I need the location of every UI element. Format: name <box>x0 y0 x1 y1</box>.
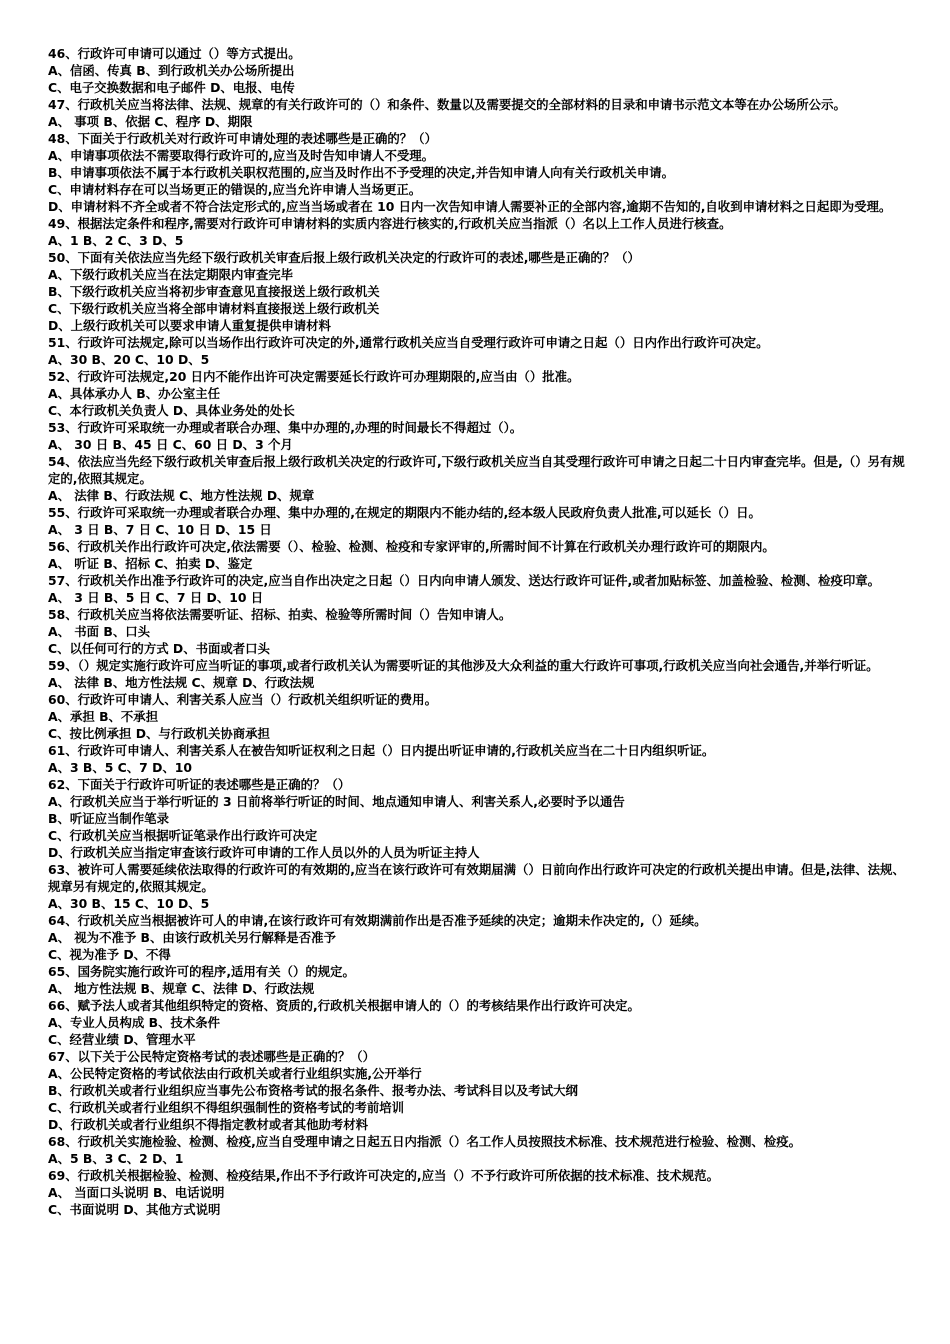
option-50-d: D、上级行政机关可以要求申请人重复提供申请材料 <box>48 318 331 333</box>
options-65: A、 地方性法规 B、规章 C、法律 D、行政法规 <box>48 981 315 996</box>
options-60-c-d: C、按比例承担 D、与行政机关协商承担 <box>48 726 270 741</box>
options-47: A、 事项 B、依据 C、程序 D、期限 <box>48 114 253 129</box>
question-65: 65、国务院实施行政许可的程序,适用有关（）的规定。 <box>48 964 355 979</box>
option-48-a: A、申请事项依法不需要取得行政许可的,应当及时告知申请人不受理。 <box>48 148 435 163</box>
option-67-b: B、行政机关或者行业组织应当事先公布资格考试的报名条件、报考办法、考试科目以及考试大纲 <box>48 1083 578 1098</box>
question-54: 54、依法应当先经下级行政机关审查后报上级行政机关决定的行政许可,下级行政机关应当自其受理行政许可申请之日起二十日内审查完毕。但是,（）另有规定的,依照其规定。 <box>48 454 905 486</box>
option-67-a: A、公民特定资格的考试依法由行政机关或者行业组织实施,公开举行 <box>48 1066 422 1081</box>
options-68: A、5 B、3 C、2 D、1 <box>48 1151 184 1166</box>
options-46-a-b: A、信函、传真 B、到行政机关办公场所提出 <box>48 63 295 78</box>
question-63: 63、被许可人需要延续依法取得的行政许可的有效期的,应当在该行政许可有效期届满（）日前向作出行政许可决定的行政机关提出申请。但是,法律、法规、规章另有规定的,依照其规定。 <box>48 862 905 894</box>
options-63: A、30 B、15 C、10 D、5 <box>48 896 210 911</box>
question-51: 51、行政许可法规定,除可以当场作出行政许可决定的外,通常行政机关应当自受理行政许可申请之日起（）日内作出行政许可决定。 <box>48 335 769 350</box>
question-60: 60、行政许可申请人、利害关系人应当（）行政机关组织听证的费用。 <box>48 692 437 707</box>
question-61: 61、行政许可申请人、利害关系人在被告知听证权利之日起（）日内提出听证申请的,行政机关应当在二十日内组织听证。 <box>48 743 715 758</box>
options-51: A、30 B、20 C、10 D、5 <box>48 352 210 367</box>
option-62-a: A、行政机关应当于举行听证的 3 日前将举行听证的时间、地点通知申请人、利害关系人,必要时予以通告 <box>48 794 625 809</box>
question-47: 47、行政机关应当将法律、法规、规章的有关行政许可的（）和条件、数量以及需要提交的全部材料的目录和申请书示范文本等在办公场所公示。 <box>48 97 846 112</box>
option-48-d: D、申请材料不齐全或者不符合法定形式的,应当当场或者在 10 日内一次告知申请人需要补正的全部内容,逾期不告知的,自收到申请材料之日起即为受理。 <box>48 199 892 214</box>
options-52-c-d: C、本行政机关负责人 D、具体业务处的处长 <box>48 403 295 418</box>
question-46: 46、行政许可申请可以通过（）等方式提出。 <box>48 46 301 61</box>
options-46-c-d: C、电子交换数据和电子邮件 D、电报、电传 <box>48 80 295 95</box>
question-53: 53、行政许可采取统一办理或者联合办理、集中办理的,办理的时间最长不得超过（）。 <box>48 420 523 435</box>
question-59: 59、（）规定实施行政许可应当听证的事项,或者行政机关认为需要听证的其他涉及大众利益的重大行政许可事项,行政机关应当向社会通告,并举行听证。 <box>48 658 879 673</box>
question-69: 69、行政机关根据检验、检测、检疫结果,作出不予行政许可决定的,应当（）不予行政许可所依据的技术标准、技术规范。 <box>48 1168 719 1183</box>
options-69-a-b: A、 当面口头说明 B、电话说明 <box>48 1185 225 1200</box>
option-67-c: C、行政机关或者行业组织不得组织强制性的资格考试的考前培训 <box>48 1100 405 1115</box>
question-56: 56、行政机关作出行政许可决定,依法需要（）、检验、检测、检疫和专家评审的,所需时间不计算在行政机关办理行政许可的期限内。 <box>48 539 775 554</box>
question-66: 66、赋予法人或者其他组织特定的资格、资质的,行政机关根据申请人的（）的考核结果作出行政许可决定。 <box>48 998 640 1013</box>
option-62-d: D、行政机关应当指定审查该行政许可申请的工作人员以外的人员为听证主持人 <box>48 845 480 860</box>
options-58-a-b: A、 书面 B、口头 <box>48 624 151 639</box>
options-61: A、3 B、5 C、7 D、10 <box>48 760 193 775</box>
option-50-b: B、下级行政机关应当将初步审查意见直接报送上级行政机关 <box>48 284 380 299</box>
question-58: 58、行政机关应当将依法需要听证、招标、拍卖、检验等所需时间（）告知申请人。 <box>48 607 512 622</box>
options-55: A、 3 日 B、7 日 C、10 日 D、15 日 <box>48 522 272 537</box>
options-66-c-d: C、经营业绩 D、管理水平 <box>48 1032 196 1047</box>
question-68: 68、行政机关实施检验、检测、检疫,应当自受理申请之日起五日内指派（）名工作人员按照技术标准、技术规范进行检验、检测、检疫。 <box>48 1134 801 1149</box>
options-69-c-d: C、书面说明 D、其他方式说明 <box>48 1202 221 1217</box>
options-53: A、 30 日 B、45 日 C、60 日 D、3 个月 <box>48 437 293 452</box>
question-62: 62、下面关于行政许可听证的表述哪些是正确的？（） <box>48 777 351 792</box>
question-50: 50、下面有关依法应当先经下级行政机关审查后报上级行政机关决定的行政许可的表述,哪些是正确的？（） <box>48 250 640 265</box>
options-60-a-b: A、承担 B、不承担 <box>48 709 159 724</box>
option-50-c: C、下级行政机关应当将全部申请材料直接报送上级行政机关 <box>48 301 380 316</box>
option-67-d: D、行政机关或者行业组织不得指定教材或者其他助考材料 <box>48 1117 369 1132</box>
options-64-a-b: A、 视为不准予 B、由该行政机关另行解释是否准予 <box>48 930 336 945</box>
options-56: A、 听证 B、招标 C、拍卖 D、鉴定 <box>48 556 253 571</box>
options-49: A、1 B、2 C、3 D、5 <box>48 233 184 248</box>
question-57: 57、行政机关作出准予行政许可的决定,应当自作出决定之日起（）日内向申请人颁发、送达行政许可证件,或者加贴标签、加盖检验、检测、检疫印章。 <box>48 573 881 588</box>
options-59: A、 法律 B、地方性法规 C、规章 D、行政法规 <box>48 675 315 690</box>
question-52: 52、行政许可法规定,20 日内不能作出许可决定需要延长行政许可办理期限的,应当由（）批准。 <box>48 369 580 384</box>
question-64: 64、行政机关应当根据被许可人的申请,在该行政许可有效期满前作出是否准予延续的决定；逾期未作决定的,（）延续。 <box>48 913 707 928</box>
option-48-b: B、申请事项依法不属于本行政机关职权范围的,应当及时作出不予受理的决定,并告知申请人向有关行政机关申请。 <box>48 165 674 180</box>
question-67: 67、以下关于公民特定资格考试的表述哪些是正确的？（） <box>48 1049 376 1064</box>
options-58-c-d: C、以任何可行的方式 D、书面或者口头 <box>48 641 270 656</box>
option-50-a: A、下级行政机关应当在法定期限内审查完毕 <box>48 267 294 282</box>
options-52-a-b: A、具体承办人 B、办公室主任 <box>48 386 221 401</box>
question-48: 48、下面关于行政机关对行政许可申请处理的表述哪些是正确的？（） <box>48 131 437 146</box>
option-62-b: B、听证应当制作笔录 <box>48 811 169 826</box>
document-page <box>48 45 910 1218</box>
options-54: A、 法律 B、行政法规 C、地方性法规 D、规章 <box>48 488 315 503</box>
option-62-c: C、行政机关应当根据听证笔录作出行政许可决定 <box>48 828 318 843</box>
options-57: A、 3 日 B、5 日 C、7 日 D、10 日 <box>48 590 264 605</box>
option-48-c: C、申请材料存在可以当场更正的错误的,应当允许申请人当场更正。 <box>48 182 422 197</box>
options-64-c-d: C、视为准予 D、不得 <box>48 947 171 962</box>
question-49: 49、根据法定条件和程序,需要对行政许可申请材料的实质内容进行核实的,行政机关应当指派（）名以上工作人员进行核查。 <box>48 216 732 231</box>
options-66-a-b: A、专业人员构成 B、技术条件 <box>48 1015 221 1030</box>
question-55: 55、行政许可采取统一办理或者联合办理、集中办理的,在规定的期限内不能办结的,经本级人民政府负责人批准,可以延长（）日。 <box>48 505 761 520</box>
